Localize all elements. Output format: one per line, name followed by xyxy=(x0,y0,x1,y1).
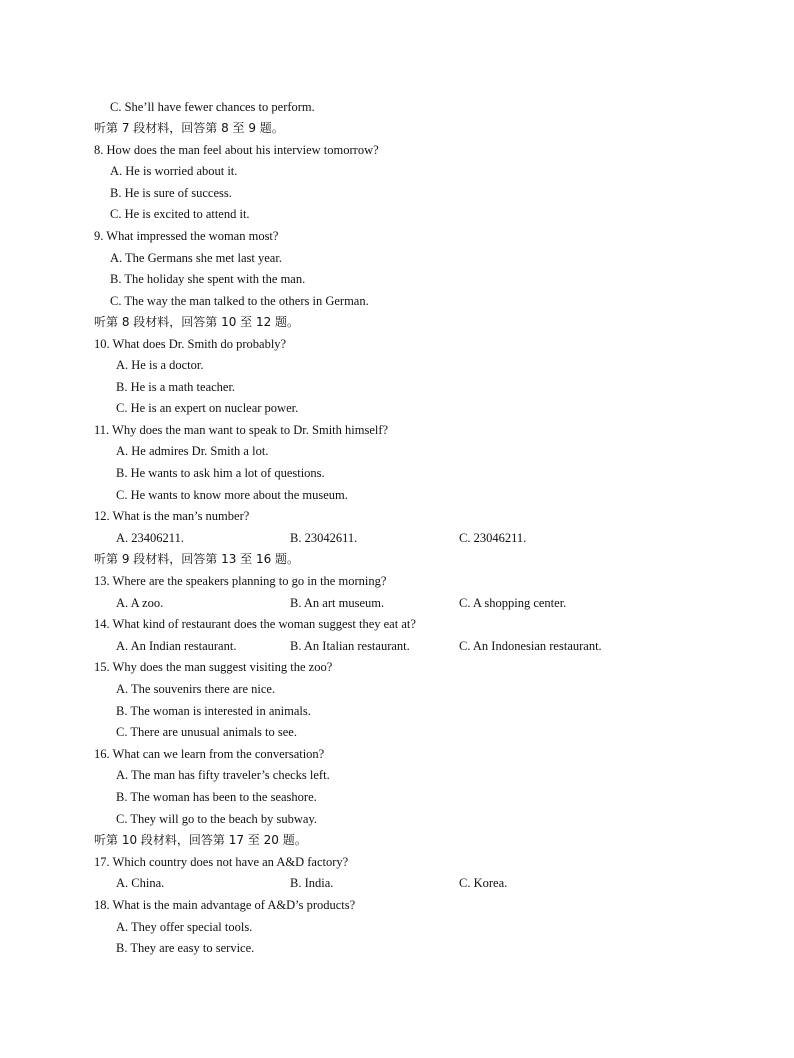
option-text: A. They offer special tools. xyxy=(116,920,253,934)
option-text: C. He is an expert on nuclear power. xyxy=(116,401,299,415)
option-text: B. India. xyxy=(290,876,334,890)
question-text: 10. What does Dr. Smith do probably? xyxy=(94,337,287,351)
question-text: 15. Why does the man suggest visiting the zoo? xyxy=(94,660,333,674)
question-text: 16. What can we learn from the conversation? xyxy=(94,747,325,761)
option-text: A. He admires Dr. Smith a lot. xyxy=(116,444,269,458)
section-instruction: 听第 7 段材料，回答第 8 至 9 题。 xyxy=(94,121,284,135)
question-text: 12. What is the man’s number? xyxy=(94,509,250,523)
option-text: A. An Indian restaurant. xyxy=(116,639,237,653)
option-text: C. 23046211. xyxy=(459,531,527,545)
option-text: B. The holiday she spent with the man. xyxy=(110,272,306,286)
option-text: A. He is worried about it. xyxy=(110,164,238,178)
question-text: 18. What is the main advantage of A&D’s products? xyxy=(94,898,356,912)
option-text: B. The woman has been to the seashore. xyxy=(116,790,317,804)
option-text: B. They are easy to service. xyxy=(116,941,255,955)
option-text: C. There are unusual animals to see. xyxy=(116,725,297,739)
section-instruction: 听第 9 段材料，回答第 13 至 16 题。 xyxy=(94,552,300,566)
option-text: B. 23042611. xyxy=(290,531,358,545)
option-text: C. He wants to know more about the museum. xyxy=(116,488,348,502)
option-text: B. He is a math teacher. xyxy=(116,380,236,394)
option-text: A. 23406211. xyxy=(116,531,184,545)
question-text: 9. What impressed the woman most? xyxy=(94,229,279,243)
option-text: A. The man has fifty traveler’s checks left. xyxy=(116,768,330,782)
option-text: A. The Germans she met last year. xyxy=(110,251,282,265)
section-instruction: 听第 8 段材料，回答第 10 至 12 题。 xyxy=(94,315,300,329)
option-text: C. The way the man talked to the others in German. xyxy=(110,294,369,308)
option-text: A. He is a doctor. xyxy=(116,358,204,372)
question-text: 8. How does the man feel about his interview tomorrow? xyxy=(94,143,379,157)
option-text: C. A shopping center. xyxy=(459,596,567,610)
option-text: C. An Indonesian restaurant. xyxy=(459,639,602,653)
question-text: 14. What kind of restaurant does the woman suggest they eat at? xyxy=(94,617,416,631)
option-text: B. An Italian restaurant. xyxy=(290,639,410,653)
option-text: C. Korea. xyxy=(459,876,508,890)
section-instruction: 听第 10 段材料，回答第 17 至 20 题。 xyxy=(94,833,307,847)
option-text: C. She’ll have fewer chances to perform. xyxy=(110,100,315,114)
option-text: A. The souvenirs there are nice. xyxy=(116,682,276,696)
option-text: B. The woman is interested in animals. xyxy=(116,704,311,718)
option-text: C. He is excited to attend it. xyxy=(110,207,250,221)
option-text: A. China. xyxy=(116,876,165,890)
option-text: A. A zoo. xyxy=(116,596,164,610)
option-text: B. An art museum. xyxy=(290,596,385,610)
question-text: 13. Where are the speakers planning to go in the morning? xyxy=(94,574,387,588)
question-text: 11. Why does the man want to speak to Dr. Smith himself? xyxy=(94,423,389,437)
question-text: 17. Which country does not have an A&D factory? xyxy=(94,855,349,869)
option-text: C. They will go to the beach by subway. xyxy=(116,812,318,826)
option-text: B. He is sure of success. xyxy=(110,186,232,200)
option-text: B. He wants to ask him a lot of questions. xyxy=(116,466,325,480)
